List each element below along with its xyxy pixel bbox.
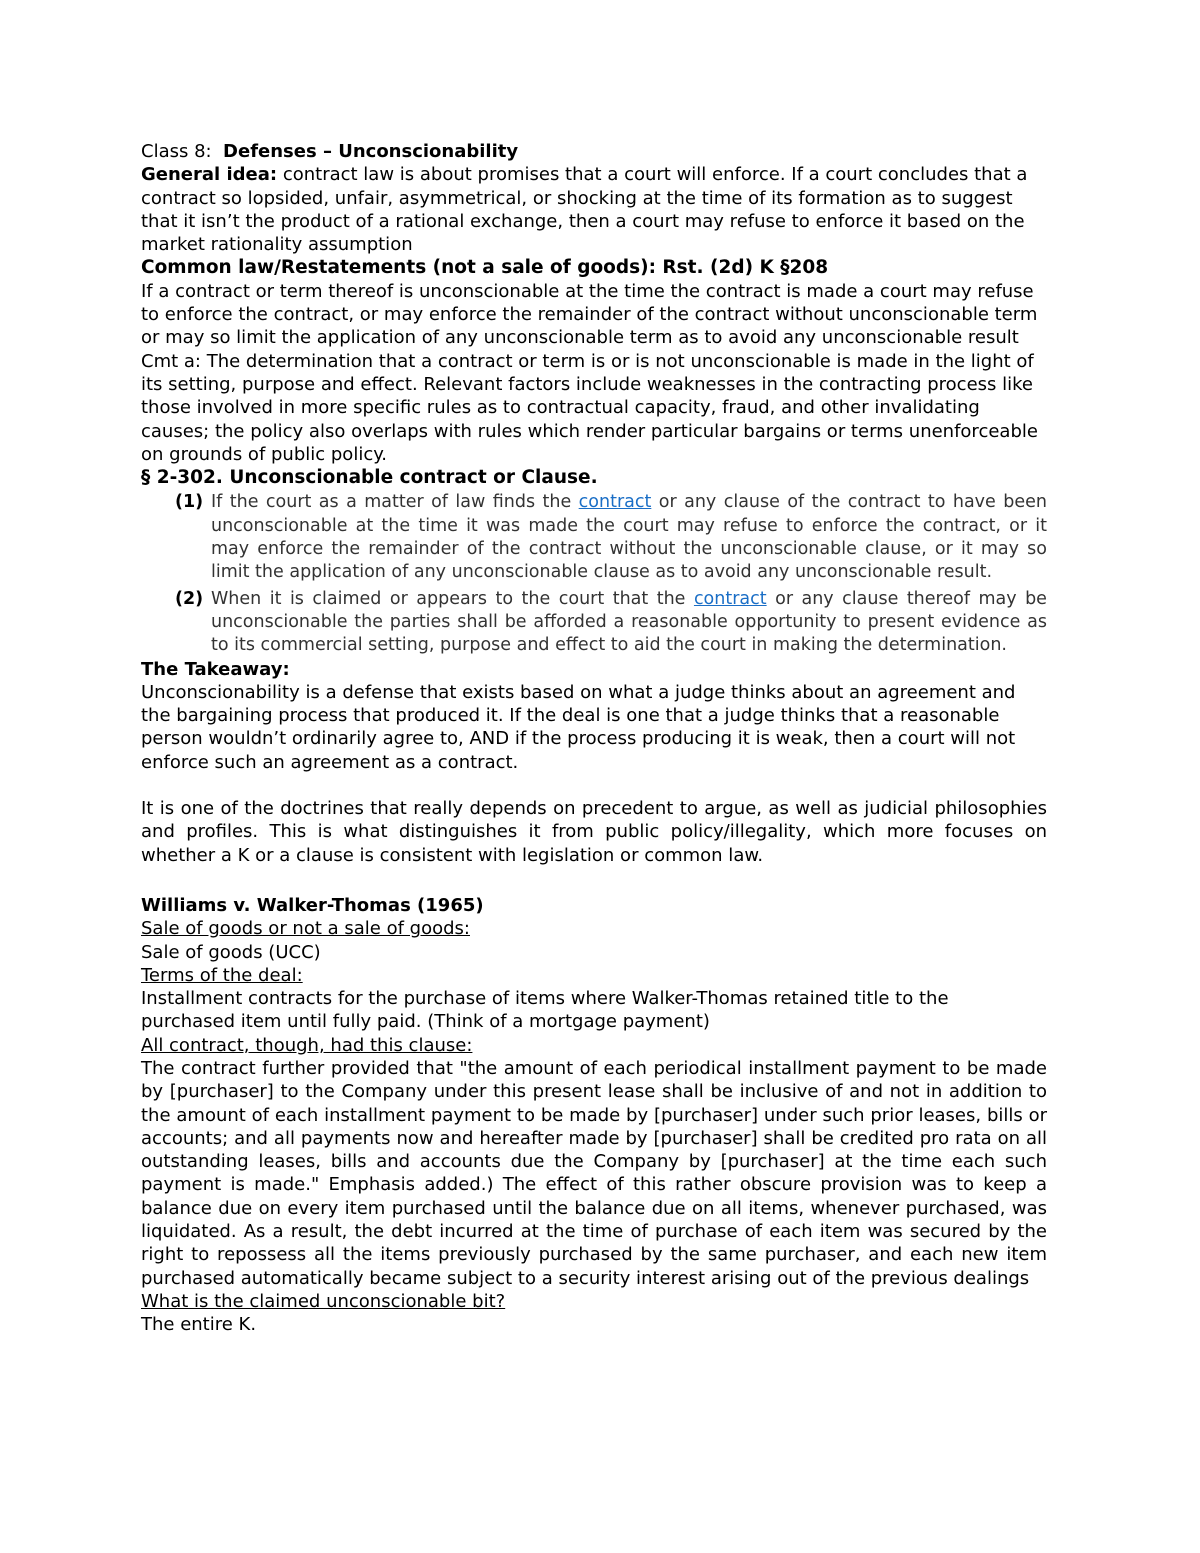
ucc-item-text-before: If the court as a matter of law finds the (211, 492, 572, 513)
takeaway-paragraph-1: Unconscionability is a defense that exists based on what a judge thinks about an agreement and the bargaining process that produced it. If the deal is one that a judge thinks that a reasonable person wouldn’t ordinarily agree to, AND if the process producing it is weak, then a court will not enforce such an agreement as a contract. (141, 681, 1016, 773)
case-answer: Installment contracts for the purchase of items where Walker-Thomas retained title to the purchased item until fully paid. (Think of a mortgage payment) (141, 988, 949, 1033)
ucc-item-text-after: or any clause of the contract to have been unconscionable at the time it was made the court may refuse to enforce the contract, or it may enforce the remainder of the contract without the unconscionable clause, or it may so limit the application of any unconscionable clause as to avoid any unconscionable result. (211, 492, 1047, 583)
ucc-item-text-before: When it is claimed or appears to the court that the (211, 588, 686, 609)
takeaway-heading: The Takeaway: (141, 658, 290, 680)
class-title: Defenses – Unconscionability (223, 141, 519, 162)
ucc-item-number: (1) (175, 492, 204, 513)
general-idea-label: General idea: (141, 164, 278, 186)
ucc-item-1 (175, 491, 1047, 584)
restatement-comment: Cmt a: The determination that a contract or term is or is not unconscionable is made in the light of its setting, purpose and effect. Relevant factors include weaknesses in the contracting process like those involved in more specific rules as to contractual capacity, fraud, and other invalidating causes; the policy also overlaps with rules which render particular bargains or terms unenforceable on grounds of public policy. (141, 350, 1038, 465)
takeaway-paragraph-2: It is one of the doctrines that really depends on precedent to argue, as well as judicial philosophies and profiles. This is what distinguishes it from public policy/illegality, which more focuses on whether a K or a clause is consistent with legislation or common law. (141, 798, 1047, 866)
spacer (141, 774, 1047, 797)
general-idea-text: contract law is about promises that a court will enforce. If a court concludes that a contract so lopsided, unfair, asymmetrical, or shocking at the time of its formation as to suggest that it isn’t the product of a rational exchange, then a court may refuse to enforce it based on the market rationality assumption (141, 164, 1028, 256)
common-law-heading: Common law/Restatements (not a sale of goods): Rst. (2d) K §208 (141, 257, 829, 279)
case-answer: The entire K. (141, 1314, 257, 1336)
contract-link[interactable]: contract (693, 588, 767, 609)
case-clause-text: The contract further provided that "the amount of each periodical installment payment to be made by [purchaser] to the Company under this present lease shall be inclusive of and not in addition to the amount of each installment payment to be made by [purchaser] under such prior leases, bills or accounts; and all payments now and hereafter made by [purchaser] shall be credited pro rata on all outstanding leases, bills and accounts due the Company by [purchaser] at the time each such payment is made." Emphasis added.) The effect of this rather obscure provision was to keep a balance due on every item purchased until the balance due on all items, whenever purchased, was liquidated. As a result, the debt incurred at the time of purchase of each item was secured by the right to repossess all the items previously purchased by the same purchaser, and each new item purchased automatically became subject to a security interest arising out of the previous dealings (141, 1057, 1047, 1289)
case-question-label: All contract, though, had this clause: (141, 1034, 473, 1056)
ucc-heading: § 2-302. Unconscionable contract or Clause. (141, 467, 598, 489)
document-page (141, 140, 1047, 1337)
ucc-item-text-after: or any clause thereof may be unconscionable the parties shall be afforded a reasonable opportunity to present evidence as to its commercial setting, purpose and effect to aid the court in making the determination. (211, 588, 1047, 656)
restatement-rule: If a contract or term thereof is unconscionable at the time the contract is made a court may refuse to enforce the contract, or may enforce the remainder of the contract without unconscionable term or may so limit the application of any unconscionable term as to avoid any unconscionable result (141, 280, 1038, 349)
ucc-item-2 (175, 588, 1047, 658)
case-question-label: Terms of the deal: (141, 964, 303, 986)
general-idea-paragraph (141, 163, 1047, 256)
ucc-item-text (211, 588, 1047, 658)
ucc-item-number: (2) (175, 588, 204, 609)
case-title: Williams v. Walker-Thomas (1965) (141, 894, 484, 916)
class-prefix: Class 8: (141, 141, 212, 162)
case-question-label: What is the claimed unconscionable bit? (141, 1290, 506, 1312)
case-answer: Sale of goods (UCC) (141, 941, 321, 963)
spacer (141, 867, 1047, 890)
contract-link[interactable]: contract (578, 492, 652, 513)
class-heading (141, 140, 1047, 163)
ucc-item-text (211, 491, 1047, 584)
case-question-label: Sale of goods or not a sale of goods: (141, 918, 470, 940)
